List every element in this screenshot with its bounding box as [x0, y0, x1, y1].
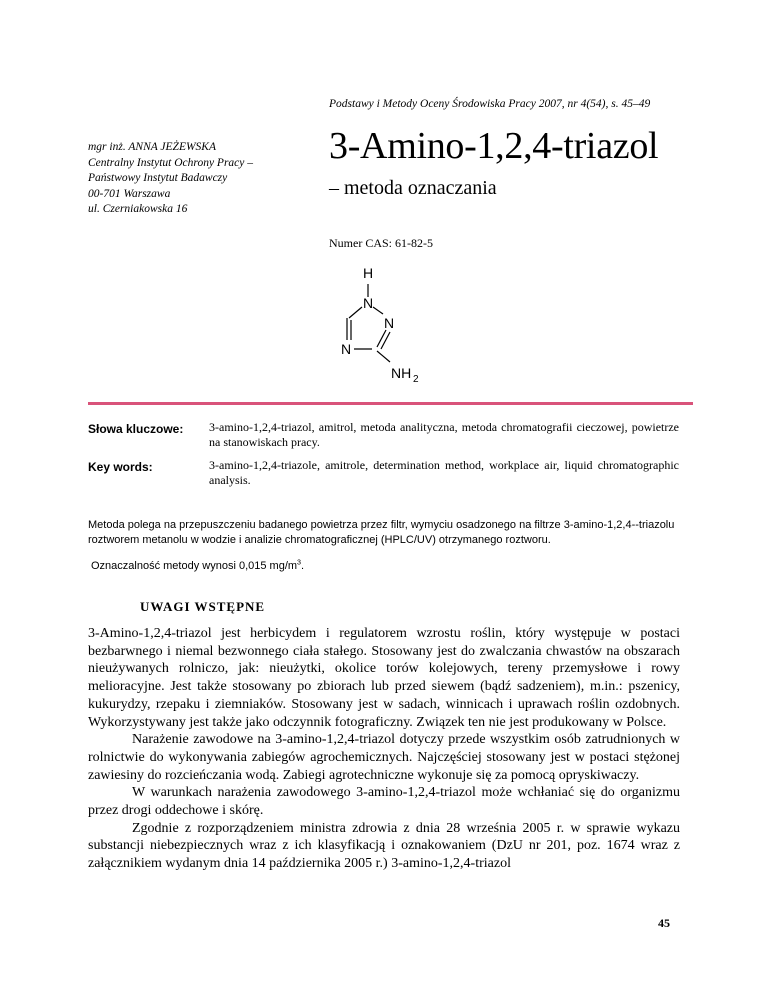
abstract-detection-text: Oznaczalność metody wynosi 0,015 mg/m: [91, 560, 298, 572]
abstract-detection-limit: [91, 559, 696, 574]
article-title: 3-Amino-1,2,4-triazol: [329, 125, 659, 167]
divider-rule: [88, 402, 693, 405]
bond-n1-c5: [349, 307, 362, 318]
author-block: [88, 140, 253, 218]
affiliation-line: 00-701 Warszawa: [88, 187, 171, 200]
keywords-en-text: 3-amino-1,2,4-triazole, amitrole, determination method, workplace air, liquid chromatographic analysis.: [209, 458, 679, 487]
keywords-pl-text: 3-amino-1,2,4-triazol, amitrol, metoda analityczna, metoda chromatografii cieczowej, powietrze na stanowiskach pracy.: [209, 420, 679, 449]
bond-c3-nh2: [377, 351, 390, 362]
atom-n1: N: [363, 295, 374, 311]
bond-n1-n2: [373, 307, 383, 314]
atom-h: H: [363, 265, 374, 281]
keywords-en-label: Key words:: [88, 460, 153, 474]
bond-n2-c3: [377, 330, 386, 347]
keywords-pl-label: Słowa kluczowe:: [88, 422, 184, 436]
body-paragraph: Narażenie zawodowe na 3-amino-1,2,4-triazol dotyczy przede wszystkim osób zatrudnionych w rolnictwie do wykonywania zabiegów agrochemicznych. Najczęściej stosowany jest w postaci stężonej zawiesiny do rozcieńczania wodą. Zabiegi agrotechniczne wykonuje się za pomocą opryskiwaczy.: [88, 732, 680, 783]
body-text: [88, 625, 680, 873]
atom-nh2: NH: [391, 365, 412, 381]
page-number: 45: [658, 916, 670, 930]
cas-number: Numer CAS: 61-82-5: [329, 236, 433, 250]
abstract-paragraph: Metoda polega na przepuszczeniu badanego powietrza przez filtr, wymyciu osadzonego na filtrze 3-amino-1,2,4--triazolu roztworem metanolu w wodzie i analizie chromatograficznej (HPLC/UV) otrzymanego roztworu.: [88, 519, 675, 546]
atom-n4: N: [341, 341, 352, 357]
abstract-end: .: [301, 560, 305, 572]
unit-superscript: 3: [297, 558, 302, 567]
section-heading: UWAGI WSTĘPNE: [140, 599, 266, 614]
article-subtitle: – metoda oznaczania: [329, 177, 497, 199]
body-paragraph: Zgodnie z rozporządzeniem ministra zdrowia z dnia 28 września 2005 r. w sprawie wykazu substancji niebezpiecznych wraz z ich klasyfikacją i oznakowaniem (DzU nr 201, poz. 1674 wraz z załącznikiem wydanym dnia 14 października 2005 r.) 3-amino-1,2,4-triazol: [88, 820, 680, 872]
body-paragraph: W warunkach narażenia zawodowego 3-amino-1,2,4-triazol może wchłaniać się do organizmu przez drogi oddechowe i skórę.: [88, 785, 680, 819]
affiliation-line: Centralny Instytut Ochrony Pracy –: [88, 156, 254, 169]
body-paragraph: 3-Amino-1,2,4-triazol jest herbicydem i regulatorem wzrostu roślin, który występuje w postaci bezbarwnego i niemal bezwonnego ciała stałego. Stosowany jest do zwalczania chwastów na obszarach nieużywanych rolniczo, jak: nieużytki, okolice torów kolejowych, tereny przemysłowe i rowy melioracyjne. Jest także stosowany po zbiorach lub przed siewem (bądź sadzeniem), m.in.: pszenicy, kukurydzy, rzepaku i ziemniaków. Stosowany jest w sadach, winnicach i uprawach roślin ozdobnych. Wykorzystywany jest także jako odczynnik fotograficzny. Związek ten nie jest produkowany w Polsce.: [88, 626, 680, 730]
chemical-structure: [330, 258, 440, 388]
bond-n2-c3-double: [381, 332, 390, 349]
affiliation-line: Państwowy Instytut Badawczy: [88, 172, 228, 184]
running-header: Podstawy i Metody Oceny Środowiska Pracy 2007, nr 4(54), s. 45–49: [329, 98, 651, 110]
atom-nh2-subscript: 2: [413, 374, 419, 385]
affiliation-line: ul. Czerniakowska 16: [88, 203, 188, 215]
atom-n2: N: [384, 315, 395, 331]
author-name: mgr inż. ANNA JEŻEWSKA: [88, 141, 216, 153]
